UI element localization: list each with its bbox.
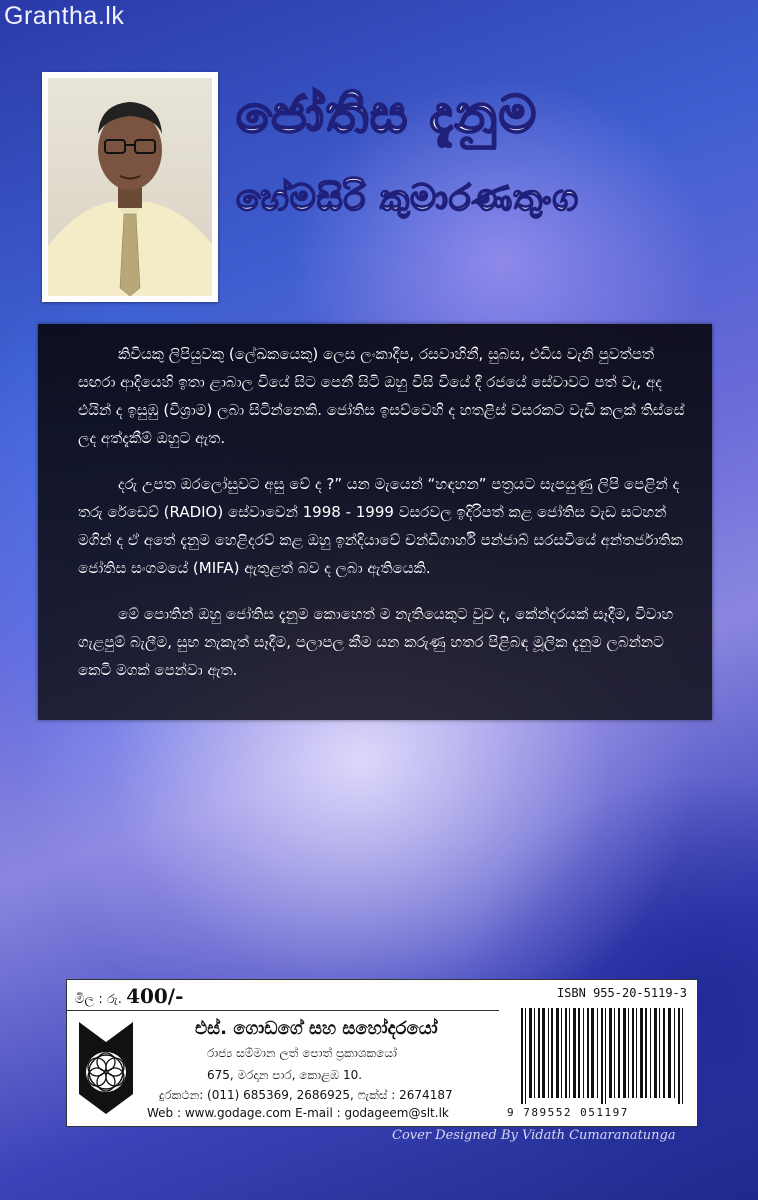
author-photo bbox=[42, 72, 218, 302]
blurb-panel bbox=[38, 324, 712, 720]
publisher-name: එස්. ගොඩගේ සහ සහෝදරයෝ bbox=[195, 1018, 438, 1039]
site-watermark: Grantha.lk bbox=[4, 2, 125, 30]
publisher-tagline: රාජ්‍ය සම්මාන ලත් පොත් ප්‍රකාශකයෝ bbox=[207, 1046, 397, 1060]
blurb-paragraph: කිවියකු ලිපියුවකු (ලේඛකයෙකු) ලෙස ලංකාදීප, රසවාහිනී, සුබස, එඩිය වැනි පුවත්පත් සඟරා ආදියෙහි ඉතා ළාබාල වියේ සිට පෙනී සිටි ඔහු විසි වියේ දී රජයේ සේවාවට පත් වැ, අද එයින් ද ඉසුඹු (විශ්‍රාම) ලබා සිටින්නෙකි. ජෝතිස ඉසව්වෙහි ද හතළිස් වසරකට වැඩි කලක් තිස්සේ ලද අත්දැකීම් ඔහුට ඇත. bbox=[78, 345, 685, 447]
blurb-paragraph: දරු උපත ඔරලෝසුවට අසු වේ ද ?” යන මැයෙන් “හඳහන” පත්‍රයට සැපයුණු ලිපි පෙළින් ද තරු රේඩෙව් (RADIO) සේවාවෙන් 1998 - 1999 වසරවල ඉදිරිපත් කළ ජෝතිස වැඩ සටහන් මගින් ද ඒ අතේ දැනුම හෙළිදරව් කළ ඔහු ඉන්දියාවේ චන්ඩිගාර්හි පන්ජාබ් සරසවියේ අන්තර්ජාතික ජෝතිස සංගමයේ (MIFA) ඇතුළත් බව ද ලබා ඇතියෙකි. bbox=[78, 475, 683, 577]
publisher-address: 675, මරදාන පාර, කොළඹ 10. bbox=[207, 1068, 363, 1082]
book-title: ජෝතිස දැනුම bbox=[236, 85, 539, 145]
price-label: මිල : රු. bbox=[75, 992, 122, 1007]
barcode-number: 9 789552 051197 bbox=[507, 1106, 629, 1119]
publisher-info-box bbox=[66, 979, 698, 1127]
author-name: හේමසිරි කුමාරණතුංග bbox=[236, 178, 580, 219]
divider bbox=[67, 1010, 499, 1011]
isbn: ISBN 955-20-5119-3 bbox=[556, 986, 687, 1000]
cover-credit: Cover Designed By Vidath Cumaranatunga bbox=[392, 1128, 676, 1143]
barcode-icon bbox=[519, 1008, 689, 1104]
blurb-paragraph: මේ පොතින් ඔහු ජෝතිස දැනුම කොහෙත් ම නැතියෙකුට වුව ද, කේන්දරයක් සෑදීම, විවාහ ගැළපුම් බැලීම, සුභ නැකැත් සෑදීම, පලාපල කීම යන කරුණු හතර පිළිබඳ මූලික දැනුම ලබන්නට කෙටි මගක් පෙන්වා ඇත. bbox=[78, 605, 674, 679]
publisher-logo-icon bbox=[77, 1020, 135, 1116]
publisher-phone: දුරකථන: (011) 685369, 2686925, ෆැක්ස් : 2674187 bbox=[159, 1088, 453, 1102]
price-value: 400/- bbox=[126, 984, 184, 1008]
price bbox=[75, 984, 183, 1008]
publisher-web: Web : www.godage.com E-mail : godageem@slt.lk bbox=[147, 1106, 449, 1120]
